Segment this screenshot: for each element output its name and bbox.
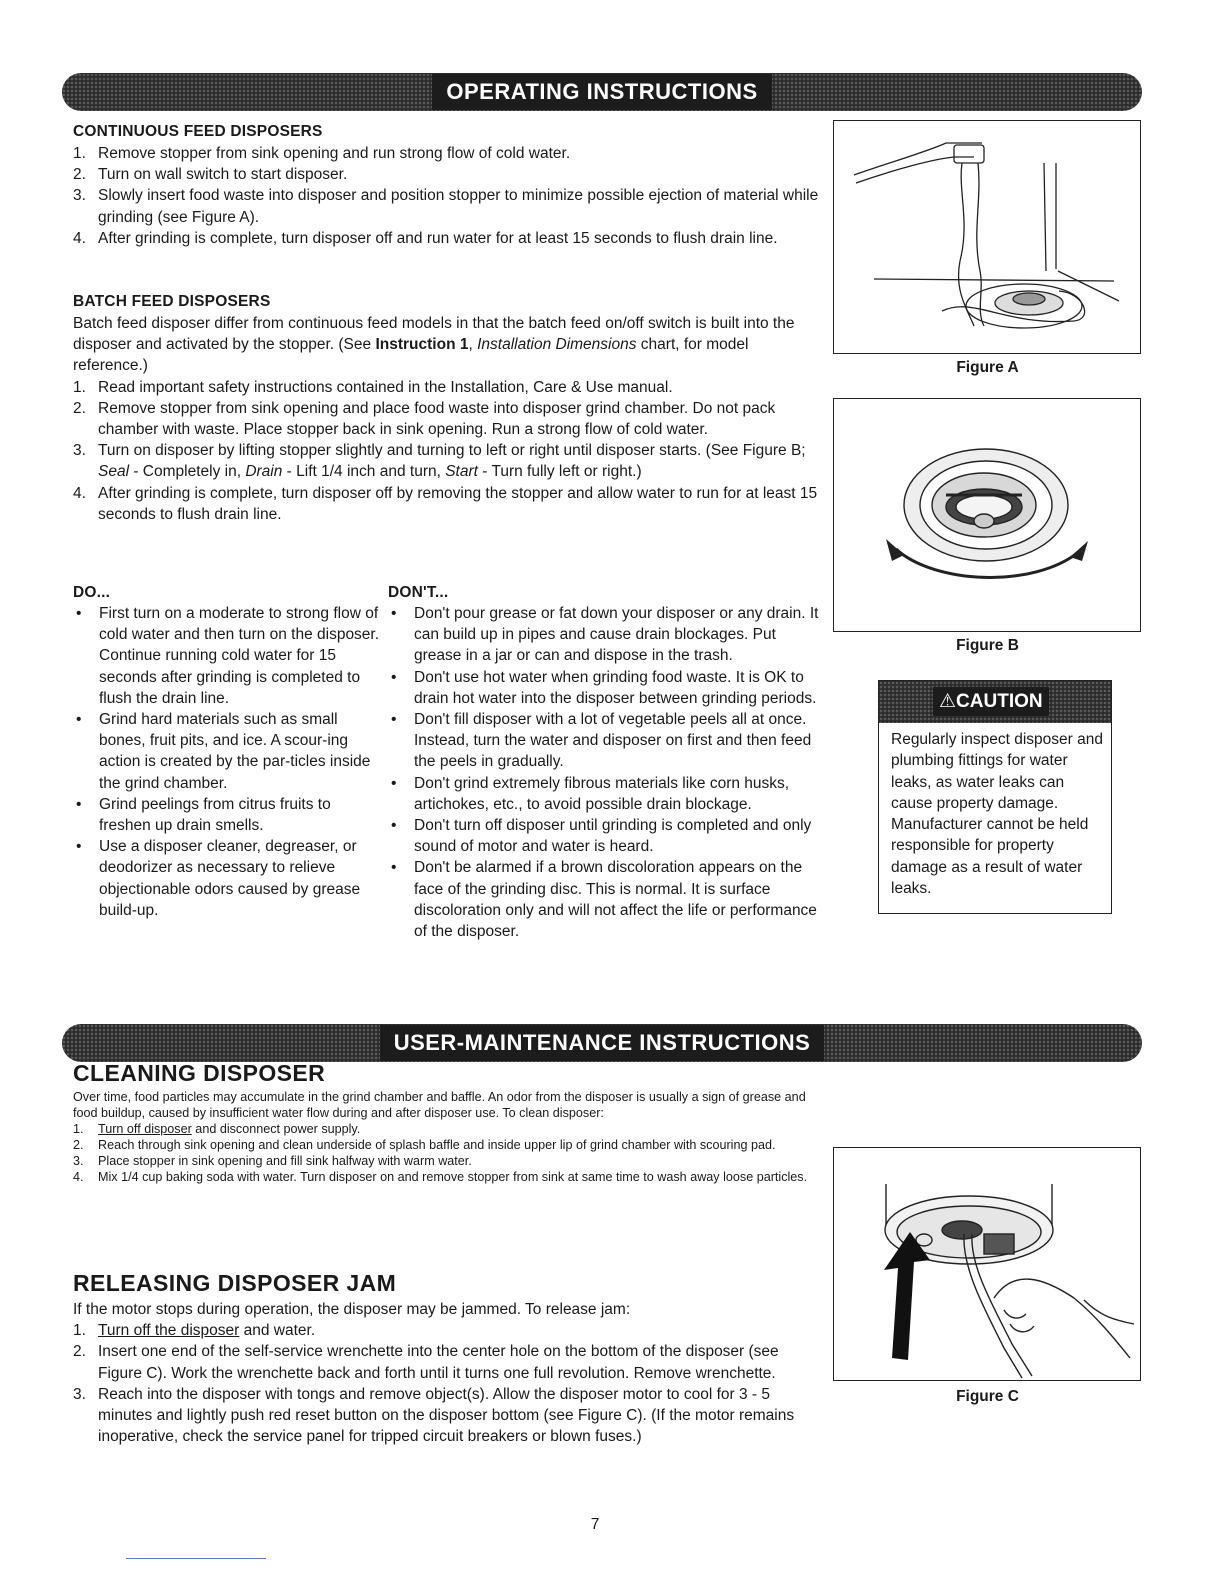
- dont-section: [388, 584, 826, 942]
- do-section: [73, 584, 381, 921]
- cleaning-steps: [73, 1121, 821, 1185]
- dont-heading: DON'T...: [388, 584, 449, 601]
- list-item: 2. Insert one end of the self-service wrenchette into the center hole on the bottom of the disposer (see Figure C). Work the wrenchette back and forth until it turns one full revolution. Remove wrenchette.: [73, 1343, 779, 1382]
- list-item: • Use a disposer cleaner, degreaser, or deodorizer as necessary to relieve objectionable odors caused by grease build-up.: [73, 836, 381, 921]
- list-item: • Don't grind extremely fibrous materials like corn husks, artichokes, etc., to avoid possible drain blockage.: [388, 773, 826, 815]
- caution-header: [879, 681, 1111, 723]
- batch-feed-intro: Batch feed disposer differ from continuous feed models in that the batch feed on/off switch is built into the disposer and activated by the stopper. (See Instruction 1, Installation Dimensions chart, for model reference.): [73, 315, 795, 375]
- list-item: • First turn on a moderate to strong flow of cold water and then turn on the disposer. Continue running cold water for 15 seconds after grinding is completed to flush the drain line.: [73, 603, 381, 709]
- list-item: • Grind hard materials such as small bones, fruit pits, and ice. A scour-ing action is created by the par-ticles inside the grind chamber.: [73, 709, 381, 794]
- caution-label: ⚠CAUTION: [933, 687, 1049, 716]
- list-item: 3. Reach into the disposer with tongs and remove object(s). Allow the disposer motor to cool for 3 - 5 minutes and lightly push red reset button on the disposer bottom (see Figure C). (If the motor remains inoperative, check the service panel for tripped circuit breakers or blown fuses.): [73, 1385, 795, 1446]
- turn-off-disposer-link[interactable]: Turn off disposer: [98, 1122, 192, 1136]
- figure-a-illustration: [833, 120, 1141, 354]
- figure-a-caption: Figure A: [956, 359, 1019, 376]
- list-item: 2. Turn on wall switch to start disposer.: [73, 166, 348, 184]
- operating-instructions-title: OPERATING INSTRUCTIONS: [432, 74, 771, 110]
- list-item: 3. Slowly insert food waste into disposer and position stopper to minimize possible ejection of material while grinding (see Figure A).: [73, 187, 819, 226]
- user-maintenance-title: USER-MAINTENANCE INSTRUCTIONS: [380, 1025, 825, 1061]
- wrenchette-disposer-icon: [834, 1148, 1140, 1380]
- list-item: • Don't pour grease or fat down your disposer or any drain. It can build up in pipes and cause drain blockages. Put grease in a jar or can and dispose in the trash.: [388, 603, 826, 667]
- jam-steps: [73, 1320, 825, 1447]
- operating-instructions-banner: [62, 73, 1142, 111]
- faucet-sink-icon: [834, 121, 1140, 353]
- list-item: 1. Remove stopper from sink opening and run strong flow of cold water.: [73, 145, 571, 162]
- turn-off-the-disposer-link[interactable]: Turn off the disposer: [98, 1322, 240, 1340]
- list-item: • Don't fill disposer with a lot of vegetable peels all at once. Instead, turn the water and disposer on first and then feed the peels in gradually.: [388, 709, 826, 773]
- list-item: 2. Reach through sink opening and clean underside of splash baffle and inside upper lip of grind chamber with scouring pad.: [73, 1138, 776, 1152]
- list-item: 3. Place stopper in sink opening and fill sink halfway with warm water.: [73, 1154, 472, 1168]
- continuous-feed-section: [73, 123, 823, 249]
- batch-feed-heading: BATCH FEED DISPOSERS: [73, 293, 271, 310]
- figure-c-caption: Figure C: [956, 1388, 1019, 1405]
- releasing-jam-section: [73, 1270, 825, 1447]
- caution-text: Regularly inspect disposer and plumbing fittings for water leaks, as water leaks can cause property damage. Manufacturer cannot be held responsible for property damage as a result of water leaks.: [891, 731, 1103, 898]
- dont-list: [388, 603, 826, 942]
- jam-intro: If the motor stops during operation, the disposer may be jammed. To release jam:: [73, 1301, 631, 1318]
- figure-c-illustration: [833, 1147, 1141, 1381]
- list-item: 1. Read important safety instructions contained in the Installation, Care & Use manual.: [73, 378, 673, 396]
- list-item: • Don't turn off disposer until grinding is completed and only sound of motor and water is heard.: [388, 815, 826, 857]
- figure-b-caption: Figure B: [956, 637, 1019, 654]
- list-item: 1. Turn off the disposer and water.: [73, 1322, 316, 1340]
- continuous-feed-heading: CONTINUOUS FEED DISPOSERS: [73, 123, 323, 140]
- caution-box: [878, 680, 1112, 914]
- do-heading: DO...: [73, 584, 111, 601]
- list-item: • Grind peelings from citrus fruits to freshen up drain smells.: [73, 794, 381, 836]
- releasing-jam-heading: RELEASING DISPOSER JAM: [73, 1270, 397, 1296]
- batch-feed-steps: [73, 377, 825, 525]
- list-item: 4. Mix 1/4 cup baking soda with water. Turn disposer on and remove stopper from sink at same time to wash away loose particles.: [73, 1170, 808, 1184]
- list-item: 3. Turn on disposer by lifting stopper slightly and turning to left or right until disposer starts. (See Figure B; Seal - Completely in, Drain - Lift 1/4 inch and turn, Start - Turn fully left or right.): [73, 442, 806, 481]
- user-maintenance-banner: [62, 1024, 1142, 1062]
- footer-rule: [126, 1558, 266, 1559]
- list-item: 1. Turn off disposer and disconnect power supply.: [73, 1122, 361, 1136]
- continuous-feed-steps: [73, 143, 823, 249]
- cleaning-intro: Over time, food particles may accumulate in the grind chamber and baffle. An odor from the disposer is usually a sign of grease and food buildup, caused by insufficient water flow during and after disposer use. To clean disposer:: [73, 1090, 806, 1120]
- stopper-rotation-icon: [834, 399, 1140, 631]
- list-item: 4. After grinding is complete, turn disposer off and run water for at least 15 seconds to flush drain line.: [73, 229, 778, 247]
- batch-feed-section: [73, 293, 825, 525]
- list-item: • Don't be alarmed if a brown discoloration appears on the face of the grinding disc. This is normal. It is surface discoloration only and will not affect the life or performance of the disposer.: [388, 857, 826, 942]
- page-number: 7: [590, 1516, 600, 1533]
- do-list: [73, 603, 381, 921]
- list-item: 4. After grinding is complete, turn disposer off by removing the stopper and allow water to run for at least 15 seconds to flush drain line.: [73, 484, 818, 523]
- cleaning-disposer-section: [73, 1060, 821, 1185]
- warning-triangle-icon: ⚠: [939, 691, 957, 712]
- cleaning-disposer-heading: CLEANING DISPOSER: [73, 1060, 326, 1086]
- list-item: 2. Remove stopper from sink opening and place food waste into disposer grind chamber. Do not pack chamber with waste. Place stopper back in sink opening. Run a strong flow of cold water.: [73, 399, 776, 439]
- figure-b-illustration: [833, 398, 1141, 632]
- list-item: • Don't use hot water when grinding food waste. It is OK to drain hot water into the disposer between grinding periods.: [388, 667, 826, 709]
